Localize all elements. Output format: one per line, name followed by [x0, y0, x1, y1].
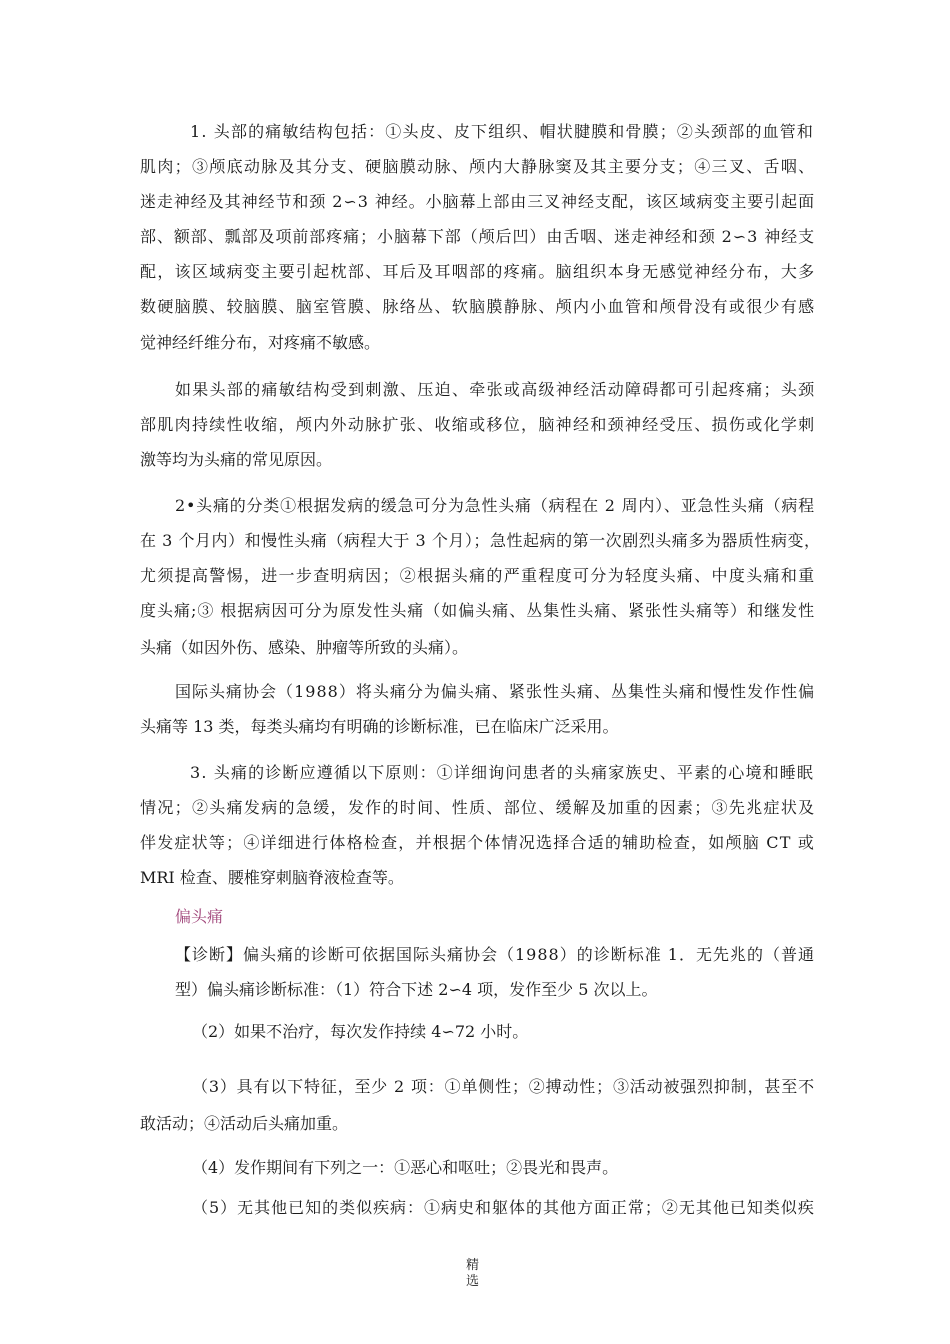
- paragraph-line: （5）无其他已知的类似疾病：①病史和躯体的其他方面正常；②无其他已知类似疾: [192, 1198, 815, 1217]
- paragraph-line: 在 3 个月内）和慢性头痛（病程大于 3 个月）；急性起病的第一次剧烈头痛多为器质性病变，: [140, 531, 821, 550]
- paragraph-line: （2）如果不治疗，每次发作持续 4∽72 小时。: [192, 1022, 529, 1041]
- paragraph-line: 头痛（如因外伤、感染、肿瘤等所致的头痛）。: [140, 638, 469, 657]
- paragraph-line: 数硬脑膜、较脑膜、脑室管膜、脉络丛、软脑膜静脉、颅内小血管和颅骨没有或很少有感: [140, 297, 816, 316]
- paragraph-line: 型）偏头痛诊断标准：（1）符合下述 2∽4 项，发作至少 5 次以上。: [175, 980, 658, 999]
- footer-mark-1: 精: [466, 1258, 480, 1273]
- paragraph-line: 国际头痛协会（1988）将头痛分为偏头痛、紧张性头痛、丛集性头痛和慢性发作性偏: [175, 682, 816, 701]
- paragraph-line: （3）具有以下特征，至少 2 项：①单侧性；②搏动性；③活动被强烈抑制，甚至不: [192, 1077, 815, 1096]
- paragraph-line: 2•头痛的分类①根据发病的缓急可分为急性头痛（病程在 2 周内）、亚急性头痛（病程: [175, 496, 815, 515]
- footer-mark-2: 选: [466, 1274, 480, 1289]
- paragraph-line: 3. 头痛的诊断应遵循以下原则：①详细询问患者的头痛家族史、平素的心境和睡眠: [190, 763, 815, 782]
- paragraph-line: 觉神经纤维分布，对疼痛不敏感。: [140, 333, 381, 352]
- paragraph-line: 头痛等 13 类，每类头痛均有明确的诊断标准，已在临床广泛采用。: [140, 717, 619, 736]
- paragraph-line: 伴发症状等；④详细进行体格检查，并根据个体情况选择合适的辅助检查，如颅脑 CT 或: [140, 833, 816, 852]
- paragraph-line: 如果头部的痛敏结构受到刺激、压迫、牵张或高级神经活动障碍都可引起疼痛；头颈: [175, 380, 816, 399]
- paragraph-line: 部、额部、瓢部及项前部疼痛；小脑幕下部（颅后凹）由舌咽、迷走神经和颈 2∽3 神经支: [140, 227, 815, 246]
- paragraph-line: 配，该区域病变主要引起枕部、耳后及耳咽部的疼痛。脑组织本身无感觉神经分布，大多: [140, 262, 816, 281]
- paragraph-line: 度头痛;③ 根据病因可分为原发性头痛（如偏头痛、丛集性头痛、紧张性头痛等）和继发性: [140, 601, 816, 620]
- paragraph-line: 激等均为头痛的常见原因。: [140, 450, 333, 469]
- paragraph-line: 迷走神经及其神经节和颈 2∽3 神经。小脑幕上部由三叉神经支配，该区域病变主要引起面: [140, 192, 815, 211]
- paragraph-line: 部肌肉持续性收缩，颅内外动脉扩张、收缩或移位，脑神经和颈神经受压、损伤或化学刺: [140, 415, 816, 434]
- paragraph-line: 肌肉；③颅底动脉及其分支、硬脑膜动脉、颅内大静脉窦及其主要分支；④三叉、舌咽、: [140, 157, 816, 176]
- paragraph-line: 尤须提高警惕，进一步查明病因；②根据头痛的严重程度可分为轻度头痛、中度头痛和重: [140, 566, 816, 585]
- paragraph-line: 情况；②头痛发病的急缓，发作的时间、性质、部位、缓解及加重的因素；③先兆症状及: [140, 798, 816, 817]
- paragraph-line: MRI 检查、腰椎穿刺脑脊液检查等。: [140, 868, 404, 887]
- paragraph-line: 敢活动；④活动后头痛加重。: [140, 1114, 349, 1133]
- paragraph-line: 1. 头部的痛敏结构包括：①头皮、皮下组织、帽状腱膜和骨膜；②头颈部的血管和: [190, 122, 815, 141]
- paragraph-line: 【诊断】偏头痛的诊断可依据国际头痛协会（1988）的诊断标准 1．无先兆的（普通: [175, 945, 815, 964]
- section-heading: 偏头痛: [175, 907, 224, 926]
- paragraph-line: （4）发作期间有下列之一：①恶心和呕吐；②畏光和畏声。: [192, 1158, 619, 1177]
